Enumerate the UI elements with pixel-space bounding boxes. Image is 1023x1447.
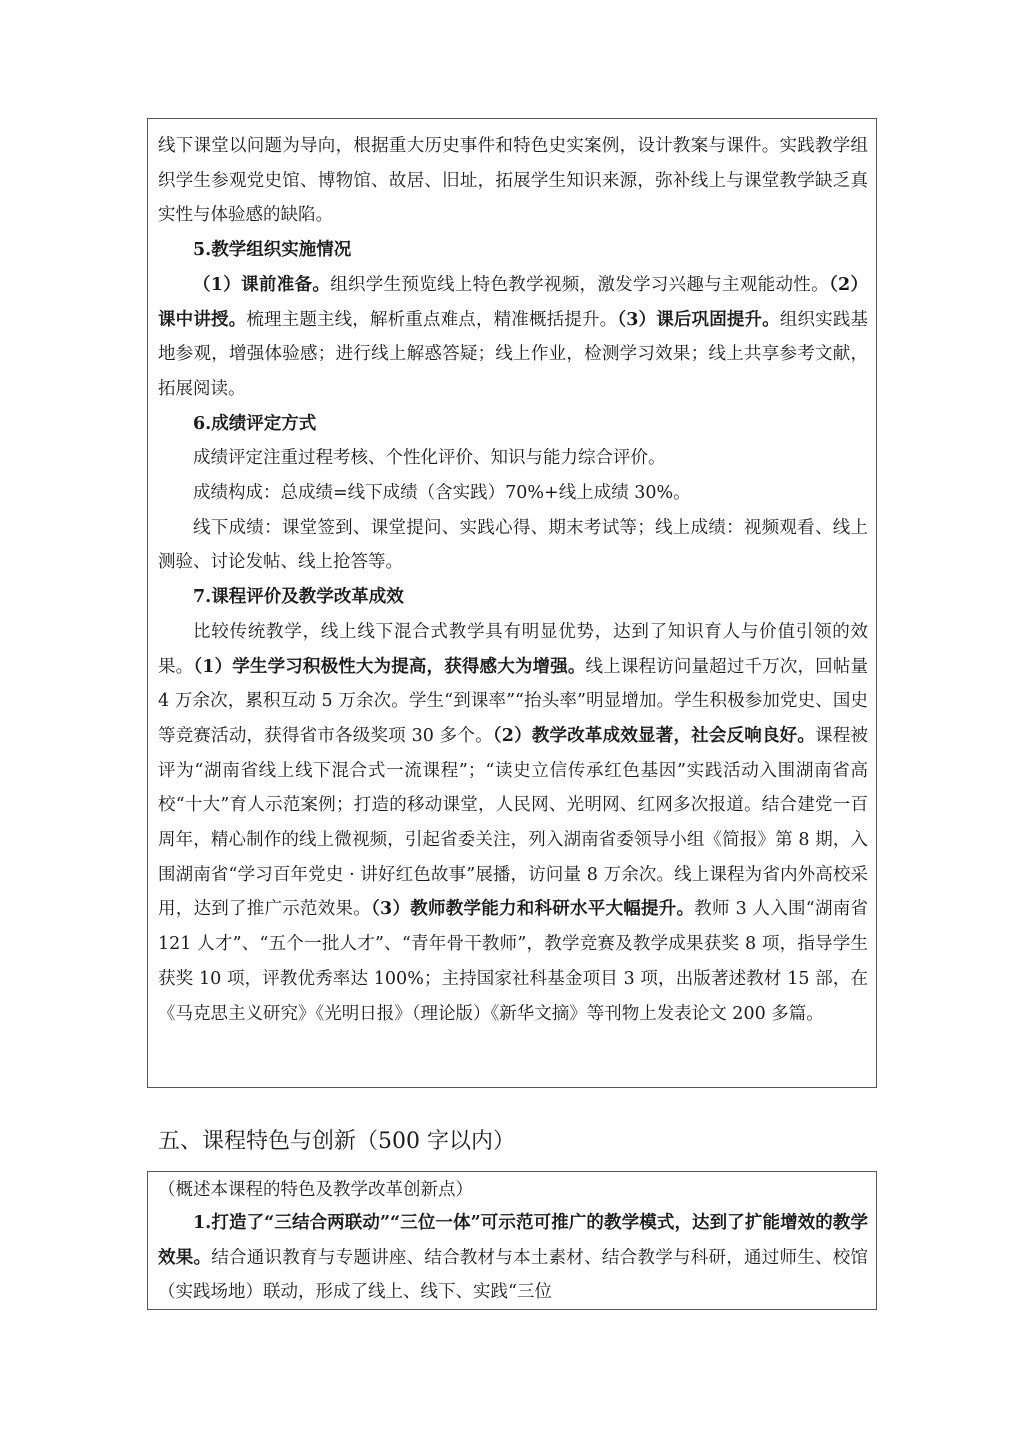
intro-paragraph: 线下课堂以问题为导向，根据重大历史事件和特色史实案例，设计教案与课件。实践教学组织学生参观党史馆、博物馆、故居、旧址，拓展学生知识来源，弥补线上与课堂教学缺乏真实性与体验感的缺陷。 — [158, 136, 868, 226]
content-box-features — [147, 1171, 877, 1310]
paragraph-evaluation — [158, 615, 868, 1031]
paragraph-features — [158, 1206, 868, 1310]
bold-phrase: （2）课中讲授。 — [158, 274, 868, 330]
heading-evaluation: 7.课程评价及教学改革成效 — [193, 587, 404, 608]
text-run: 组织实践基地参观，增强体验感；进行线上解惑答疑；线上作业，检测学习效果；线上共享参考文献，拓展阅读。 — [158, 309, 869, 399]
bold-phrase: （1）学生学习积极性大为提高，获得感大为增强。 — [193, 656, 586, 677]
heading-grading: 6.成绩评定方式 — [193, 413, 317, 434]
paragraph-teaching-implementation — [158, 268, 868, 407]
text-run: 比较传统教学，线上线下混合式教学具有明显优势，达到了知识育人与价值引领的效果。 — [158, 621, 868, 677]
text-run: 教师 3 人入围“湖南省 121 人才”、“五个一批人才”、“青年骨干教师”，教学竞赛及教学成果获奖 8 项，指导学生获奖 10 项，评教优秀率达 100%；主持国家社科基金项目 3 项，出版著述教材 15 部，在《马克思主义研究》《光明日报》（理论版）《新华文摘》等刊物上发表论文 200 多篇。 — [158, 899, 868, 1024]
grading-paragraph-3: 线下成绩：课堂签到、课堂提问、实践心得、期末考试等；线上成绩：视频观看、线上测验、讨论发帖、线上抢答等。 — [158, 517, 868, 573]
text-run: 组织学生预览线上特色教学视频，激发学习兴趣与主观能动性。 — [330, 274, 829, 295]
grading-paragraph-1: 成绩评定注重过程考核、个性化评价、知识与能力综合评价。 — [193, 448, 666, 469]
text-run: 结合通识教育与专题讲座、结合教材与本土素材、结合教学与科研，通过师生、校馆（实践场地）联动，形成了线上、线下、实践“三位 — [158, 1247, 869, 1303]
bold-phrase: （3）课后巩固提升。 — [617, 309, 780, 330]
bold-phrase: （2）教学改革成效显著，社会反响良好。 — [492, 725, 816, 746]
grading-paragraph-2: 成绩构成：总成绩=线下成绩（含实践）70%+线上成绩 30%。 — [193, 483, 691, 504]
content-box-teaching — [147, 118, 877, 1088]
text-run: 课程被评为“湖南省线上线下混合式一流课程”；“读史立信传承红色基因”实践活动入围湖南省高校“十大”育人示范案例；打造的移动课堂，人民网、光明网、红网多次报道。结合建党一百周年，精心制作的线上微视频，引起省委关注，列入湖南省委领导小组《简报》第 8 期，入围湖南省“学习百年党史 · 讲好红色故事”展播，访问量 8 万余次。线上课程为省内外高校采用，达到了推广示范效果。 — [158, 725, 869, 920]
section-title: 五、课程特色与创新（500 字以内） — [158, 1129, 515, 1154]
section-note: （概述本课程的特色及教学改革创新点） — [158, 1180, 473, 1200]
text-run: 梳理主题主线，解析重点难点，精准概括提升。 — [246, 309, 618, 330]
bold-phrase: 1.打造了“三结合两联动”“三位一体”可示范可推广的教学模式，达到了扩能增效的教学效果。 — [158, 1213, 868, 1268]
text-run: 线上课程访问量超过千万次，回帖量 4 万余次，累积互动 5 万余次。学生“到课率”“抬头率”明显增加。学生积极参加党史、国史等竞赛活动，获得省市各级奖项 30 多个。 — [158, 656, 868, 746]
bold-phrase: （3）教师教学能力和科研水平大幅提升。 — [371, 899, 695, 920]
bold-phrase: （1）课前准备。 — [193, 274, 331, 295]
heading-teaching-implementation: 5.教学组织实施情况 — [193, 240, 352, 261]
